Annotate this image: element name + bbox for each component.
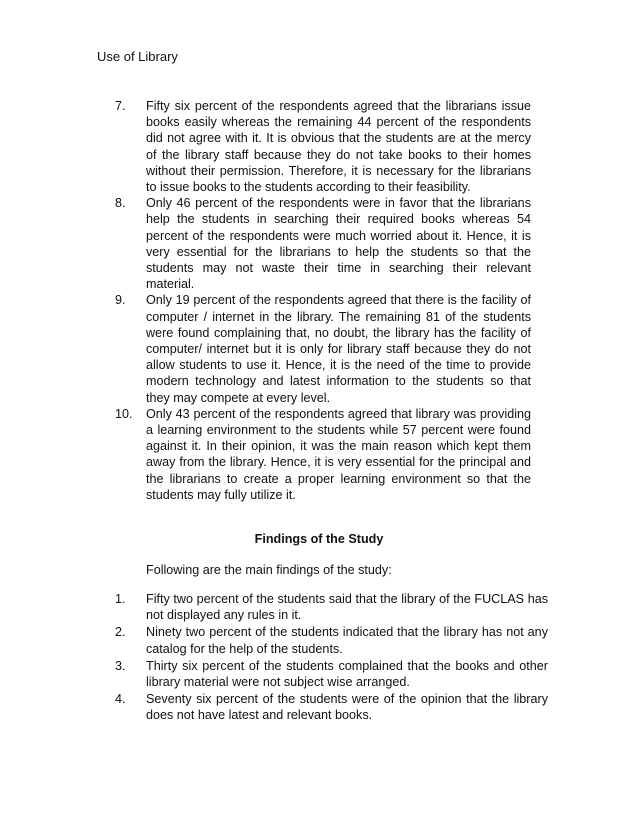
section-intro: Following are the main findings of the study: [146,563,392,577]
item-text: Fifty two percent of the students said that the library of the FUCLAS has not displayed any rules in it. [146,592,548,623]
findings-list [115,591,548,725]
list-item [115,591,548,623]
running-header: Use of Library [97,49,178,64]
item-number: 10. [115,406,133,421]
list-item [115,98,531,195]
item-text: Ninety two percent of the students indicated that the library has not any catalog for the help of the students. [146,625,548,656]
item-number: 8. [115,196,126,211]
item-text: Thirty six percent of the students complained that the books and other library material were not subject wise arranged. [146,658,548,690]
list-item [115,195,531,292]
section-heading: Findings of the Study [254,532,384,546]
list-item [115,292,531,405]
list-item [115,691,548,723]
item-text: Only 19 percent of the respondents agreed that there is the facility of computer / internet in the library. The remaining 81 of the students were found complaining that, no doubt, the library has the facility of computer/ internet but it is only for library staff because they do not allow students to use it. Hence, it is the need of the time to provide modern technology and latest information to the students so that they may compete at every level. [146,293,531,405]
item-number: 3. [115,658,126,673]
item-text: Fifty six percent of the respondents agreed that the librarians issue books easily whereas the remaining 44 percent of the respondents did not agree with it. It is obvious that the students are at the mercy of the library staff because they do not take books to their homes without their permission. Therefore, it is necessary for the librarians to issue books to the students according to their feasibility. [146,99,531,195]
item-text: Only 46 percent of the respondents were in favor that the librarians help the students in searching their required books whereas 54 percent of the respondents were much worried about it. Hence, it is very essential for the librarians to help the students so that the students may not waste their time in searching their relevant material. [146,196,531,292]
list-item [115,658,548,690]
item-number: 9. [115,293,126,308]
item-text: Seventy six percent of the students were of the opinion that the library does not have latest and relevant books. [146,692,548,723]
item-number: 2. [115,625,126,640]
item-number: 7. [115,99,126,113]
respondents-list [115,98,531,503]
item-number: 4. [115,692,126,707]
item-text: Only 43 percent of the respondents agreed that library was providing a learning environment to the students while 57 percent were found against it. In their opinion, it was the main reason which kept them away from the library. Hence, it is very essential for the principal and the librarians to create a proper learning environment so that the students may fully utilize it. [146,406,531,502]
list-item [115,406,531,503]
list-item [115,624,548,656]
item-number: 1. [115,592,126,606]
